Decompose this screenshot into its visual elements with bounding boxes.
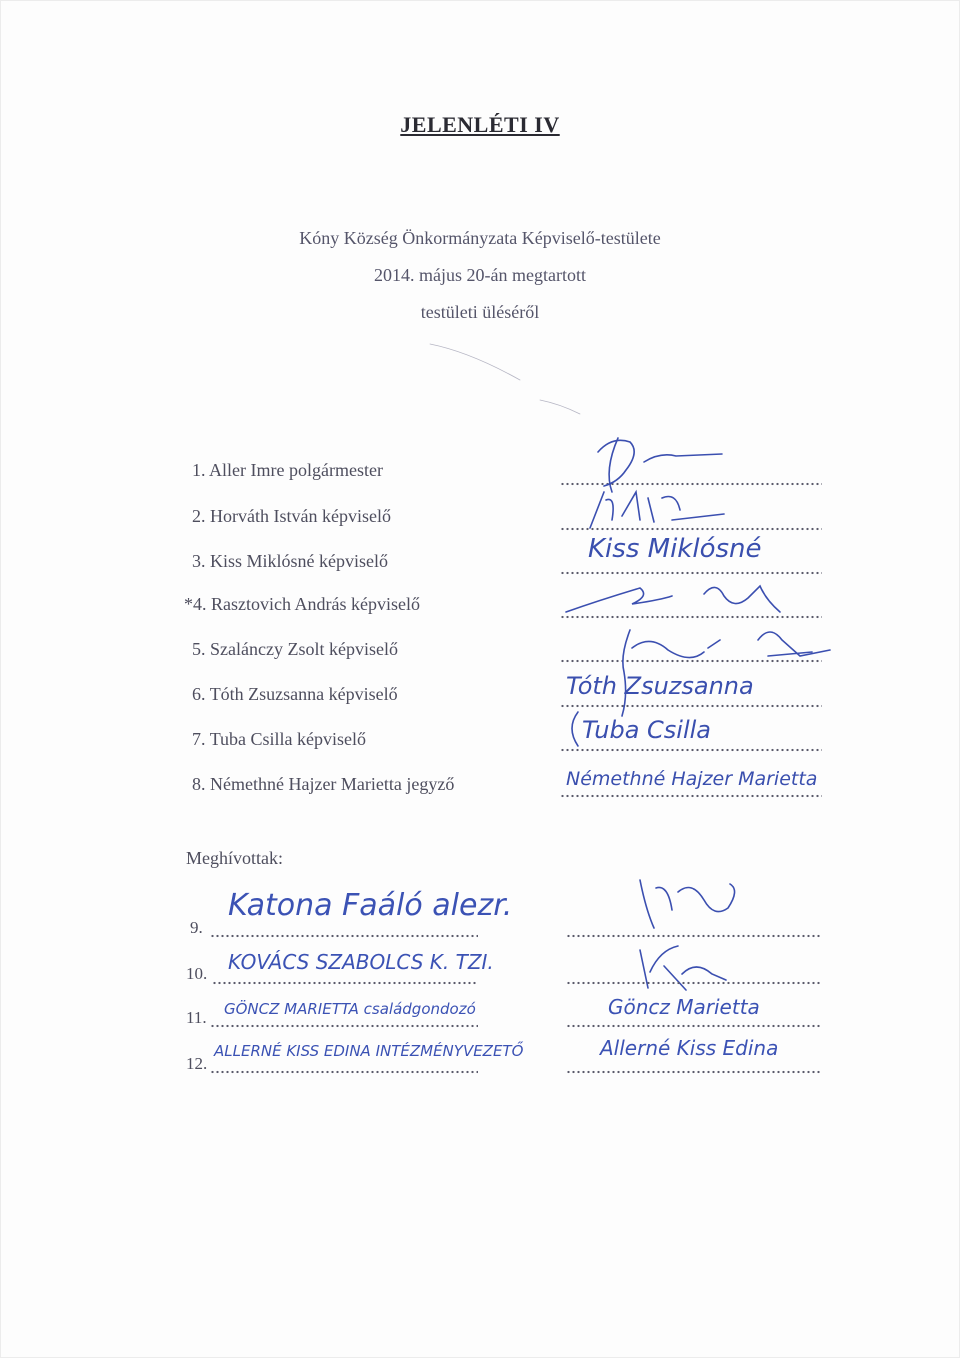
invited-signature-11: Göncz Marietta <box>608 995 760 1019</box>
signature-stroke-9 <box>640 880 735 928</box>
member-text: Aller Imre polgármester <box>209 460 383 480</box>
invited-name-12: ALLERNÉ KISS EDINA INTÉZMÉNYVEZETŐ <box>214 1042 524 1060</box>
invited-name-11: GÖNCZ MARIETTA családgondozó <box>224 1000 476 1018</box>
member-text: Rasztovich András képviselő <box>211 594 420 614</box>
member-text: Tuba Csilla képviselő <box>209 729 367 749</box>
header-line-meeting: testületi üléséről <box>420 302 540 322</box>
invited-signature-12: Allerné Kiss Edina <box>600 1036 779 1060</box>
name-line <box>210 1024 478 1028</box>
signature-stroke-1 <box>598 440 722 486</box>
invited-name-9: Katona Faáló alezr. <box>228 888 513 923</box>
signature-stroke-4 <box>566 586 780 612</box>
member-number: 2. <box>192 506 206 526</box>
member-number: 5. <box>192 639 206 659</box>
invited-number-9: 9. <box>190 918 203 937</box>
header-line-date: 2014. május 20-án megtartott <box>374 265 586 285</box>
invited-section-title: Meghívottak: <box>186 848 283 868</box>
member-text: Kiss Miklósné képviselő <box>210 551 388 571</box>
invited-number-10: 10. <box>186 964 208 983</box>
name-line <box>210 934 478 938</box>
member-text: Tóth Zsuzsanna képviselő <box>209 684 398 704</box>
invited-name-10: KOVÁCS SZABOLCS K. TZI. <box>228 950 494 974</box>
member-number: *4. <box>184 594 207 614</box>
member-number: 1. <box>192 460 206 480</box>
signature-member-3: Kiss Miklósné <box>588 534 762 564</box>
member-text: Horváth István képviselő <box>210 506 391 526</box>
signature-line <box>566 1024 822 1028</box>
signature-line <box>566 934 822 938</box>
signature-line <box>566 981 822 985</box>
stray-pencil-mark <box>430 344 580 414</box>
signature-member-6: Tóth Zsuzsanna <box>566 672 754 700</box>
invited-number-12: 12. <box>186 1054 208 1073</box>
member-text: Szalánczy Zsolt képviselő <box>210 639 398 659</box>
signature-line <box>566 1070 822 1074</box>
member-text: Némethné Hajzer Marietta jegyző <box>210 774 455 794</box>
signature-stroke-5 <box>622 630 830 716</box>
name-line <box>212 981 478 985</box>
signature-loop-1 <box>609 438 618 492</box>
name-line <box>210 1070 478 1074</box>
signature-member-7: Tuba Csilla <box>582 716 711 744</box>
signature-stroke-2 <box>590 492 724 528</box>
signature-bracket-7 <box>572 712 578 746</box>
invited-number-11: 11. <box>186 1008 207 1027</box>
member-number: 8. <box>192 774 206 794</box>
document-title: JELENLÉTI IV <box>400 112 560 137</box>
member-number: 6. <box>192 684 206 704</box>
member-number: 7. <box>192 729 206 749</box>
signature-member-8: Némethné Hajzer Marietta <box>566 768 818 790</box>
member-number: 3. <box>192 551 206 571</box>
header-line-council: Kóny Község Önkormányzata Képviselő-testülete <box>299 228 661 248</box>
